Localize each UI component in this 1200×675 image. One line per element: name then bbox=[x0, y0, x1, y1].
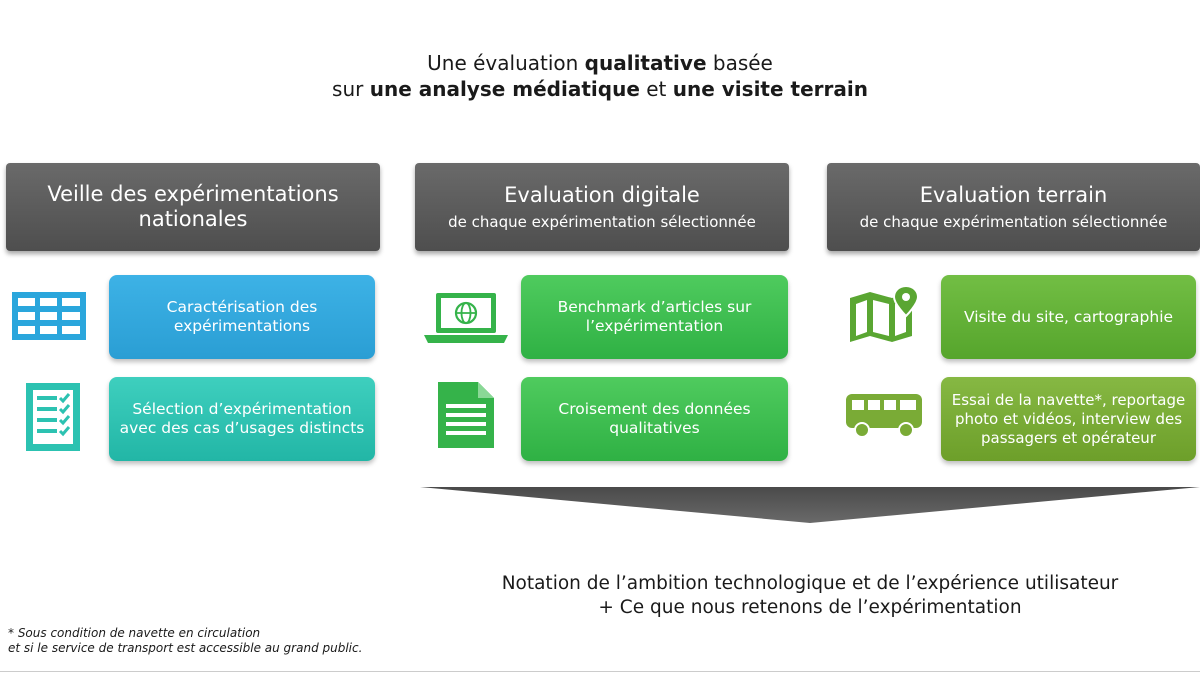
box-benchmark bbox=[521, 275, 788, 359]
box-selection-text: Sélection d’expérimentation avec des cas d’usages distincts bbox=[119, 400, 365, 437]
box-croisement-text: Croisement des données qualitatives bbox=[558, 400, 751, 437]
map-pin-icon bbox=[848, 284, 922, 348]
box-caracterisation-text: Caractérisation des expérimentations bbox=[166, 298, 318, 335]
header-terrain-title: Evaluation terrain bbox=[919, 182, 1108, 207]
checklist-icon bbox=[24, 381, 82, 457]
header-digitale-title: Evaluation digitale bbox=[504, 182, 700, 207]
header-evaluation-terrain bbox=[827, 163, 1200, 251]
bottom-divider bbox=[0, 671, 1200, 672]
result-line-2: + Ce que nous retenons de l’expérimentation bbox=[598, 597, 1022, 618]
header-veille bbox=[6, 163, 380, 251]
result-arrow bbox=[420, 487, 1200, 529]
header-terrain-subtitle: de chaque expérimentation sélectionnée bbox=[859, 212, 1168, 231]
title-line-2: sur une analyse médiatique et une visite terrain bbox=[332, 77, 868, 101]
box-visite bbox=[941, 275, 1196, 359]
document-icon bbox=[436, 380, 496, 454]
box-visite-text: Visite du site, cartographie bbox=[963, 307, 1174, 326]
box-essai bbox=[941, 377, 1196, 461]
box-benchmark-text: Benchmark d’articles sur l’expérimentation bbox=[557, 298, 752, 335]
header-digitale-subtitle: de chaque expérimentation sélectionnée bbox=[448, 212, 756, 231]
result-line-1: Notation de l’ambition technologique et de l’expérience utilisateur bbox=[501, 573, 1119, 594]
footnote-line-1: * Sous condition de navette en circulation bbox=[8, 626, 261, 640]
bus-icon bbox=[844, 390, 924, 444]
title-line-1: Une évaluation qualitative basée bbox=[427, 51, 773, 75]
box-selection bbox=[109, 377, 375, 461]
main-title bbox=[0, 50, 1200, 102]
box-essai-text: Essai de la navette*, reportage photo et vidéos, interview des passagers et opérateur bbox=[951, 390, 1186, 447]
box-caracterisation bbox=[109, 275, 375, 359]
box-croisement bbox=[521, 377, 788, 461]
footnote bbox=[8, 626, 362, 656]
laptop-globe-icon bbox=[424, 291, 508, 349]
header-evaluation-digitale bbox=[415, 163, 789, 251]
header-veille-title: Veille des expérimentations nationales bbox=[47, 182, 339, 231]
footnote-line-2: et si le service de transport est accessible au grand public. bbox=[8, 641, 363, 655]
table-grid-icon bbox=[12, 292, 86, 344]
result-text bbox=[440, 572, 1180, 620]
